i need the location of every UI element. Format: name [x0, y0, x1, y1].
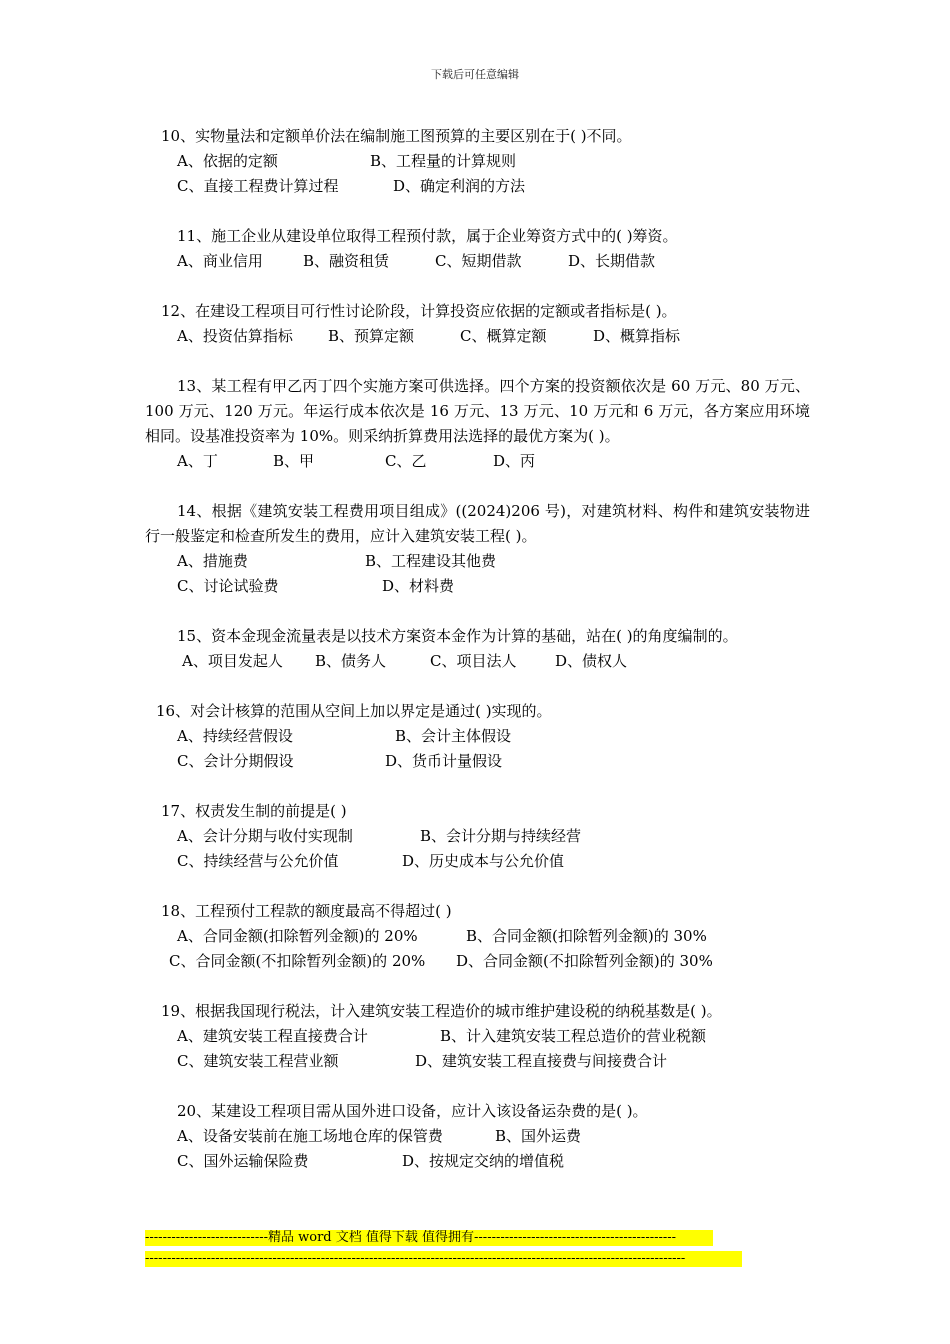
question-11-options-row-1	[145, 249, 810, 274]
option-a: A、丁	[177, 452, 218, 470]
question-12-options-row-1	[145, 324, 810, 349]
question-19-stem: 19、根据我国现行税法，计入建筑安装工程造价的城市维护建设税的纳税基数是( )。	[161, 1002, 722, 1020]
option-d: D、历史成本与公允价值	[402, 852, 565, 870]
question-17-stem: 17、权责发生制的前提是( )	[161, 802, 347, 820]
option-d: D、债权人	[555, 652, 628, 670]
option-c: C、建筑安装工程营业额	[177, 1052, 339, 1070]
question-14-options-row-1	[145, 549, 810, 574]
option-d: D、建筑安装工程直接费与间接费合计	[415, 1052, 668, 1070]
option-b: B、工程量的计算规则	[370, 152, 517, 170]
question-17-options-row-1	[145, 824, 810, 849]
question-13-options-row-1	[145, 449, 810, 474]
option-b: B、国外运费	[495, 1127, 582, 1145]
option-b: B、计入建筑安装工程总造价的营业税额	[440, 1027, 707, 1045]
option-c: C、讨论试验费	[177, 577, 279, 595]
question-17-options-row-2	[145, 849, 810, 874]
option-c: C、概算定额	[460, 327, 547, 345]
option-d: D、材料费	[382, 577, 455, 595]
option-d: D、按规定交纳的增值税	[402, 1152, 565, 1170]
option-b: B、债务人	[315, 652, 387, 670]
question-18-stem: 18、工程预付工程款的额度最高不得超过( )	[161, 902, 452, 920]
question-18-options-row-1	[145, 924, 810, 949]
option-b: B、会计主体假设	[395, 727, 512, 745]
option-c: C、持续经营与公允价值	[177, 852, 339, 870]
option-b: B、融资租赁	[303, 252, 390, 270]
question-13-stem: 13、某工程有甲乙丙丁四个实施方案可供选择。四个方案的投资额依次是 60 万元、80 万元、100 万元、120 万元。年运行成本依次是 16 万元、13 万元、10 万元和 6 万元，各方案应用环境相同。设基准投资率为 10%。则采纳折算费用法选择的最优方案为( )。	[145, 377, 810, 445]
question-20-options-row-2	[145, 1149, 810, 1174]
question-16-options-row-1	[145, 724, 810, 749]
option-a: A、商业信用	[177, 252, 263, 270]
question-10-stem: 10、实物量法和定额单价法在编制施工图预算的主要区别在于( )不同。	[161, 127, 632, 145]
option-a: A、会计分期与收付实现制	[177, 827, 353, 845]
option-c: C、短期借款	[435, 252, 522, 270]
question-19-options-row-2	[145, 1049, 810, 1074]
option-d: D、确定利润的方法	[393, 177, 526, 195]
option-b: B、预算定额	[328, 327, 415, 345]
option-a: A、持续经营假设	[177, 727, 293, 745]
question-10-options-row-2	[145, 174, 810, 199]
page-footer	[145, 1230, 742, 1272]
option-a: A、依据的定额	[177, 152, 278, 170]
option-c: C、会计分期假设	[177, 752, 294, 770]
footer-dash-line: ---------------------------------------------------------------------------------------------------------------------------	[145, 1251, 742, 1267]
question-15-stem: 15、资本金现金流量表是以技术方案资本金作为计算的基础，站在( )的角度编制的。	[177, 627, 738, 645]
question-17	[145, 799, 810, 874]
option-b: B、甲	[273, 452, 315, 470]
option-d: D、概算指标	[593, 327, 681, 345]
option-a: A、项目发起人	[182, 652, 283, 670]
option-c: C、国外运输保险费	[177, 1152, 309, 1170]
page-header: 下载后可任意编辑	[431, 68, 519, 81]
option-a: A、建筑安装工程直接费合计	[177, 1027, 368, 1045]
question-20-stem: 20、某建设工程项目需从国外进口设备，应计入该设备运杂费的是( )。	[177, 1102, 648, 1120]
question-14-options-row-2	[145, 574, 810, 599]
question-16-stem: 16、对会计核算的范围从空间上加以界定是通过( )实现的。	[156, 702, 552, 720]
option-d: D、丙	[493, 452, 536, 470]
option-a: A、投资估算指标	[177, 327, 293, 345]
option-c: C、合同金额(不扣除暂列金额)的 20%	[169, 952, 426, 970]
option-b: B、合同金额(扣除暂列金额)的 30%	[466, 927, 707, 945]
option-a: A、设备安装前在施工场地仓库的保管费	[177, 1127, 443, 1145]
question-list	[145, 124, 810, 1174]
question-16	[145, 699, 810, 774]
question-10	[145, 124, 810, 199]
option-b: B、工程建设其他费	[365, 552, 497, 570]
footer-promo-line: ----------------------------精品 word 文档 值得下载 值得拥有----------------------------------------------	[145, 1230, 713, 1246]
option-c: C、项目法人	[430, 652, 517, 670]
option-a: A、措施费	[177, 552, 248, 570]
option-d: D、货币计量假设	[385, 752, 503, 770]
option-d: D、合同金额(不扣除暂列金额)的 30%	[456, 952, 713, 970]
option-c: C、乙	[385, 452, 427, 470]
option-a: A、合同金额(扣除暂列金额)的 20%	[177, 927, 418, 945]
option-b: B、会计分期与持续经营	[420, 827, 582, 845]
question-19-options-row-1	[145, 1024, 810, 1049]
question-14-stem: 14、根据《建筑安装工程费用项目组成》((2024)206 号)，对建筑材料、构件和建筑安装物进行一般鉴定和检查所发生的费用，应计入建筑安装工程( )。	[145, 502, 810, 545]
question-11-stem: 11、施工企业从建设单位取得工程预付款，属于企业筹资方式中的( )筹资。	[177, 227, 678, 245]
question-19	[145, 999, 810, 1074]
question-18	[145, 899, 810, 974]
question-20	[145, 1099, 810, 1174]
question-10-options-row-1	[145, 149, 810, 174]
question-12-stem: 12、在建设工程项目可行性讨论阶段，计算投资应依据的定额或者指标是( )。	[161, 302, 677, 320]
question-15	[145, 624, 810, 674]
question-13	[145, 374, 810, 474]
option-c: C、直接工程费计算过程	[177, 177, 339, 195]
option-d: D、长期借款	[568, 252, 656, 270]
question-11	[145, 224, 810, 274]
question-16-options-row-2	[145, 749, 810, 774]
question-12	[145, 299, 810, 349]
question-20-options-row-1	[145, 1124, 810, 1149]
question-15-options-row-1	[145, 649, 810, 674]
question-18-options-row-2	[145, 949, 810, 974]
question-14	[145, 499, 810, 599]
